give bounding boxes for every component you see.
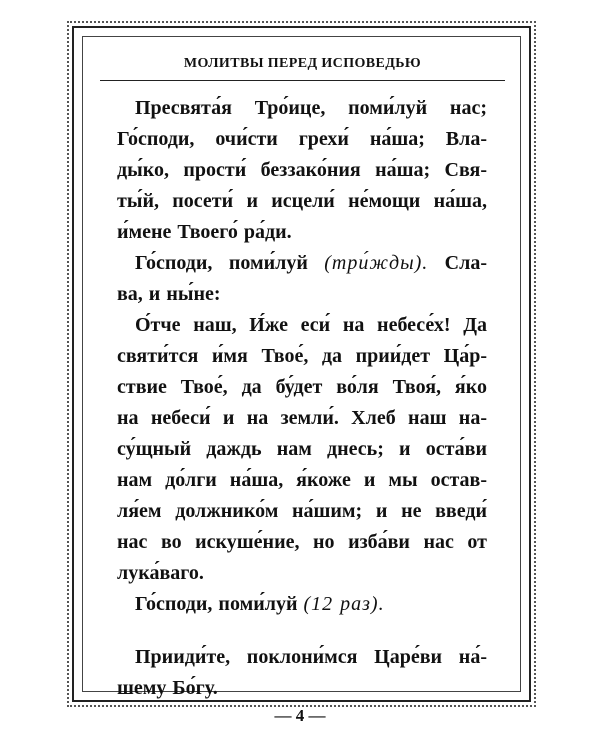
text-line: лука́ваго.: [117, 562, 204, 584]
rubric-note: (12 раз).: [303, 593, 385, 615]
text-line: Прииди́те, поклони́мся Царе́ви на́-: [135, 646, 487, 668]
text-line: ствие Твое́, да бу́дет во́ля Твоя́, я́ко: [117, 376, 487, 398]
text-line: О́тче наш, И́же еси́ на небесе́х! Да: [135, 314, 487, 336]
text-line: су́щный даждь нам днесь; и оста́ви: [117, 438, 487, 460]
text-fragment: Сла-: [444, 252, 487, 274]
paragraph-gap: [117, 620, 487, 642]
running-header: МОЛИТВЫ ПЕРЕД ИСПОВЕДЬЮ: [183, 56, 422, 71]
text-line: нас во искуше́ние, но изба́ви нас от: [117, 531, 487, 553]
text-fragment: Го́споди, поми́луй: [135, 593, 298, 615]
page-number: — 4 —: [274, 706, 326, 725]
text-line: нам до́лги на́ша, я́коже и мы остав-: [117, 469, 487, 491]
prayer-text: [117, 93, 487, 704]
text-line: святи́тся и́мя Твое́, да прии́дет Ца́р-: [117, 345, 487, 367]
text-line: ды́ко, прости́ беззако́ния на́ша; Свя-: [117, 159, 487, 181]
text-line: ва, и ны́не:: [117, 283, 221, 305]
rubric-note: (три́жды).: [324, 252, 429, 274]
text-line: и́мене Твоего́ ра́ди.: [117, 221, 292, 243]
header-rule: [100, 80, 505, 81]
text-line: ля́ем должнико́м на́шим; и не введи́: [117, 500, 487, 522]
text-line: Пресвята́я Тро́ице, поми́луй нас;: [135, 97, 487, 119]
text-line: [117, 589, 487, 620]
text-line: шему Бо́гу.: [117, 677, 218, 699]
text-line: ты́й, посети́ и исцели́ не́мощи на́ша,: [117, 190, 487, 212]
text-line: Го́споди, очи́сти грехи́ на́ша; Вла-: [117, 128, 487, 150]
text-line: на небеси́ и на земли́. Хлеб наш на-: [117, 407, 487, 429]
text-line: [117, 248, 487, 279]
text-fragment: Го́споди, поми́луй: [135, 252, 308, 274]
